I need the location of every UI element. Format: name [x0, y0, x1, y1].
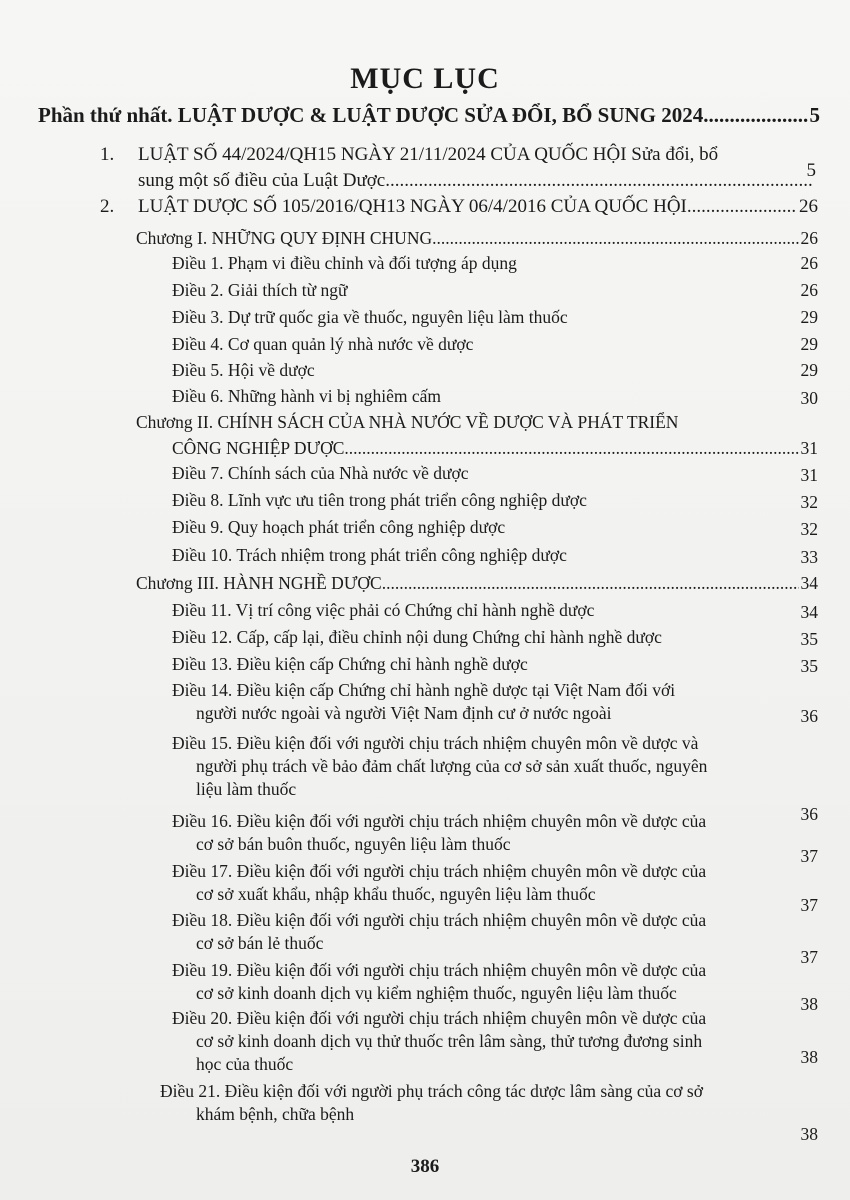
- chapter2-line1: Chương II. CHÍNH SÁCH CỦA NHÀ NƯỚC VỀ DƯỢC VÀ PHÁT TRIỂN: [136, 412, 679, 432]
- chapter1-text: Chương I. NHỮNG QUY ĐỊNH CHUNG: [136, 228, 433, 248]
- dieu-2-page: 26: [800, 280, 818, 300]
- dot-leader: [432, 228, 798, 249]
- dieu-3-page: 29: [800, 307, 818, 327]
- toc-chapter-2: [172, 438, 818, 459]
- toc-dieu-15-line1: Điều 15. Điều kiện đối với người chịu trách nhiệm chuyên môn về dược và: [172, 733, 699, 753]
- toc-dieu-6: Điều 6. Những hành vi bị nghiêm cấm: [172, 386, 442, 406]
- item1-line2: sung một số điều của Luật Dược: [138, 170, 386, 191]
- dieu-14-page: 36: [800, 706, 818, 726]
- item1-page: 5: [806, 160, 816, 181]
- part-page: 5: [809, 103, 820, 127]
- toc-dieu-16-line1: Điều 16. Điều kiện đối với người chịu trách nhiệm chuyên môn về dược của: [172, 811, 707, 831]
- item2-page: 26: [799, 196, 818, 217]
- dieu-13-page: 35: [800, 656, 818, 676]
- item1-number: 1.: [100, 144, 115, 165]
- toc-dieu-12: Điều 12. Cấp, cấp lại, điều chỉnh nội dung Chứng chỉ hành nghề dược: [172, 627, 662, 647]
- toc-dieu-3: Điều 3. Dự trữ quốc gia về thuốc, nguyên liệu làm thuốc: [172, 307, 568, 327]
- dieu-16-page: 37: [800, 846, 818, 866]
- toc-dieu-10: Điều 10. Trách nhiệm trong phát triển công nghiệp dược: [172, 545, 567, 565]
- toc-dieu-21-line1: Điều 21. Điều kiện đối với người phụ trách công tác dược lâm sàng của cơ sở: [160, 1081, 703, 1101]
- toc-part-heading: [38, 103, 820, 128]
- dot-leader: [382, 573, 799, 594]
- dieu-18-page: 37: [800, 947, 818, 967]
- toc-dieu-5: Điều 5. Hội về dược: [172, 360, 315, 380]
- toc-dieu-11: Điều 11. Vị trí công việc phải có Chứng chỉ hành nghề dược: [172, 600, 595, 620]
- dieu-12-page: 35: [800, 629, 818, 649]
- toc-dieu-2: Điều 2. Giải thích từ ngữ: [172, 280, 348, 300]
- toc-item-2: [138, 196, 818, 218]
- toc-dieu-7: Điều 7. Chính sách của Nhà nước về dược: [172, 463, 469, 483]
- toc-dieu-20-line1: Điều 20. Điều kiện đối với người chịu trách nhiệm chuyên môn về dược của: [172, 1008, 707, 1028]
- dieu-9-page: 32: [800, 519, 818, 539]
- chapter3-text: Chương III. HÀNH NGHỀ DƯỢC: [136, 573, 382, 593]
- dot-leader: [687, 196, 797, 218]
- dieu-5-page: 29: [800, 360, 818, 380]
- dieu-4-page: 29: [800, 334, 818, 354]
- dieu-19-page: 38: [800, 994, 818, 1014]
- dieu-15-page: 36: [800, 804, 818, 824]
- dot-leader: [385, 170, 812, 192]
- toc-dieu-15-line3: liệu làm thuốc: [196, 779, 297, 799]
- toc-dieu-20-line2: cơ sở kinh doanh dịch vụ thử thuốc trên lâm sàng, thử tương đương sinh: [196, 1031, 703, 1051]
- toc-dieu-17-line2: cơ sở xuất khẩu, nhập khẩu thuốc, nguyên liệu làm thuốc: [196, 884, 596, 904]
- dieu-17-page: 37: [800, 895, 818, 915]
- toc-chapter-3: [136, 573, 818, 594]
- toc-dieu-14-line1: Điều 14. Điều kiện cấp Chứng chỉ hành nghề dược tại Việt Nam đối với: [172, 680, 676, 700]
- dieu-8-page: 32: [800, 492, 818, 512]
- toc-item-1: [138, 170, 812, 192]
- toc-dieu-13: Điều 13. Điều kiện cấp Chứng chỉ hành nghề dược: [172, 654, 528, 674]
- toc-dieu-19-line1: Điều 19. Điều kiện đối với người chịu trách nhiệm chuyên môn về dược của: [172, 960, 707, 980]
- toc-chapter-1: [136, 228, 818, 249]
- dieu-10-page: 33: [800, 547, 818, 567]
- toc-dieu-21-line2: khám bệnh, chữa bệnh: [196, 1104, 355, 1124]
- toc-dieu-17-line1: Điều 17. Điều kiện đối với người chịu trách nhiệm chuyên môn về dược của: [172, 861, 707, 881]
- dieu-20-page: 38: [800, 1047, 818, 1067]
- toc-dieu-16-line2: cơ sở bán buôn thuốc, nguyên liệu làm thuốc: [196, 834, 511, 854]
- page-number: 386: [410, 1156, 440, 1177]
- dieu-21-page: 38: [800, 1124, 818, 1144]
- chapter1-page: 26: [800, 228, 818, 248]
- toc-dieu-15-line2: người phụ trách về bảo đảm chất lượng của cơ sở sản xuất thuốc, nguyên: [196, 756, 708, 776]
- toc-dieu-14-line2: người nước ngoài và người Việt Nam định cư ở nước ngoài: [196, 703, 612, 723]
- toc-dieu-18-line1: Điều 18. Điều kiện đối với người chịu trách nhiệm chuyên môn về dược của: [172, 910, 707, 930]
- chapter2-page: 31: [800, 438, 818, 458]
- item2-text: LUẬT DƯỢC SỐ 105/2016/QH13 NGÀY 06/4/2016 CỦA QUỐC HỘI: [138, 196, 687, 217]
- chapter3-page: 34: [800, 573, 818, 593]
- part-text: Phần thứ nhất. LUẬT DƯỢC & LUẬT DƯỢC SỬA ĐỔI, BỔ SUNG 2024: [38, 103, 704, 127]
- dieu-6-page: 30: [800, 388, 818, 408]
- item2-number: 2.: [100, 196, 115, 217]
- dieu-7-page: 31: [800, 465, 818, 485]
- toc-dieu-9: Điều 9. Quy hoạch phát triển công nghiệp dược: [172, 517, 506, 537]
- dot-leader: [344, 438, 798, 459]
- dieu-1-page: 26: [800, 253, 818, 273]
- toc-dieu-19-line2: cơ sở kinh doanh dịch vụ kiểm nghiệm thuốc, nguyên liệu làm thuốc: [196, 983, 677, 1003]
- toc-dieu-4: Điều 4. Cơ quan quản lý nhà nước về dược: [172, 334, 474, 354]
- dieu-11-page: 34: [800, 602, 818, 622]
- toc-dieu-8: Điều 8. Lĩnh vực ưu tiên trong phát triển công nghiệp dược: [172, 490, 587, 510]
- page-title: MỤC LỤC: [350, 62, 500, 95]
- chapter2-line2: CÔNG NGHIỆP DƯỢC: [172, 438, 345, 458]
- dot-leader: [703, 103, 807, 128]
- item1-line1: LUẬT SỐ 44/2024/QH15 NGÀY 21/11/2024 CỦA QUỐC HỘI Sửa đổi, bổ: [138, 144, 719, 165]
- toc-dieu-18-line2: cơ sở bán lẻ thuốc: [196, 933, 324, 953]
- toc-dieu-1: Điều 1. Phạm vi điều chỉnh và đối tượng áp dụng: [172, 253, 517, 273]
- toc-dieu-20-line3: học của thuốc: [196, 1054, 294, 1074]
